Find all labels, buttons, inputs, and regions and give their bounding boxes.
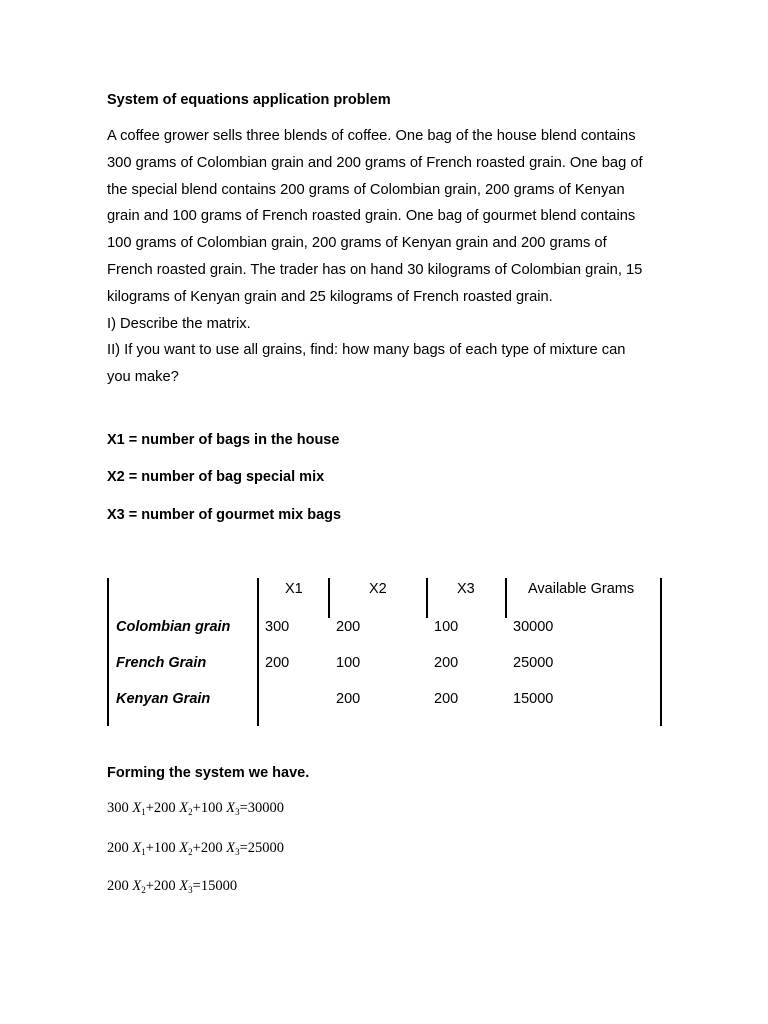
variable-definition-x3: X3 = number of gourmet mix bags <box>107 507 342 523</box>
paragraph-line: II) If you want to use all grains, find: how many bags of each type of mixture can <box>107 342 626 359</box>
paragraph-line: kilograms of Kenyan grain and 25 kilograms of French roasted grain. <box>107 288 553 305</box>
table-divider-labels <box>257 578 259 726</box>
coefficient-table <box>107 578 662 726</box>
variable-definition-x1: X1 = number of bags in the house <box>107 432 340 448</box>
paragraph-line: A coffee grower sells three blends of coffee. One bag of the house blend contains <box>107 128 636 144</box>
paragraph-line: I) Describe the matrix. <box>107 315 251 332</box>
column-header-x2: X2 <box>369 581 387 597</box>
table-border-right <box>660 578 662 726</box>
table-cell: 200 <box>336 691 361 707</box>
table-cell: 200 <box>336 619 361 635</box>
equation-2: 200 $X_1+100$ $X_2+200$ $X_3=25000$ <box>107 840 285 857</box>
table-cell: 100 <box>434 619 459 635</box>
paragraph-line: 300 grams of Colombian grain and 200 grams of French roasted grain. One bag of <box>107 154 643 171</box>
table-cell: 200 <box>434 691 459 707</box>
table-cell: 30000 <box>513 619 554 635</box>
problem-statement <box>107 123 667 391</box>
table-cell: 200 <box>265 655 290 671</box>
column-header-available: Available Grams <box>528 581 635 597</box>
paragraph-line: 100 grams of Colombian grain, 200 grams of Kenyan grain and 200 grams of <box>107 235 607 252</box>
table-divider-header <box>426 578 428 618</box>
table-border-left <box>107 578 109 726</box>
table-cell: 25000 <box>513 655 554 671</box>
table-cell: 200 <box>434 655 459 671</box>
paragraph-line: you make? <box>107 369 179 386</box>
table-divider-header <box>505 578 507 618</box>
forming-system-label: Forming the system we have. <box>107 765 310 781</box>
paragraph-line: the special blend contains 200 grams of Colombian grain, 200 grams of Kenyan <box>107 181 625 198</box>
equation-1: 300 $X_1+200$ $X_2+100$ $X_3=30000$ <box>107 800 285 817</box>
equation-3: 200 $X_2+200$ $X_3=15000$ <box>107 878 238 895</box>
table-cell: 15000 <box>513 691 554 707</box>
row-label-colombian: Colombian grain <box>116 619 231 635</box>
paragraph-line: grain and 100 grams of French roasted grain. One bag of gourmet blend contains <box>107 208 636 225</box>
column-header-x3: X3 <box>457 581 475 597</box>
column-header-x1: X1 <box>285 581 303 597</box>
paragraph-line: French roasted grain. The trader has on hand 30 kilograms of Colombian grain, 15 <box>107 261 643 278</box>
row-label-kenyan: Kenyan Grain <box>116 691 211 707</box>
table-cell: 300 <box>265 619 290 635</box>
variable-definition-x2: X2 = number of bag special mix <box>107 469 325 485</box>
problem-title: System of equations application problem <box>107 92 391 108</box>
table-divider-header <box>328 578 330 618</box>
table-cell: 100 <box>336 655 361 671</box>
row-label-french: French Grain <box>116 655 207 671</box>
